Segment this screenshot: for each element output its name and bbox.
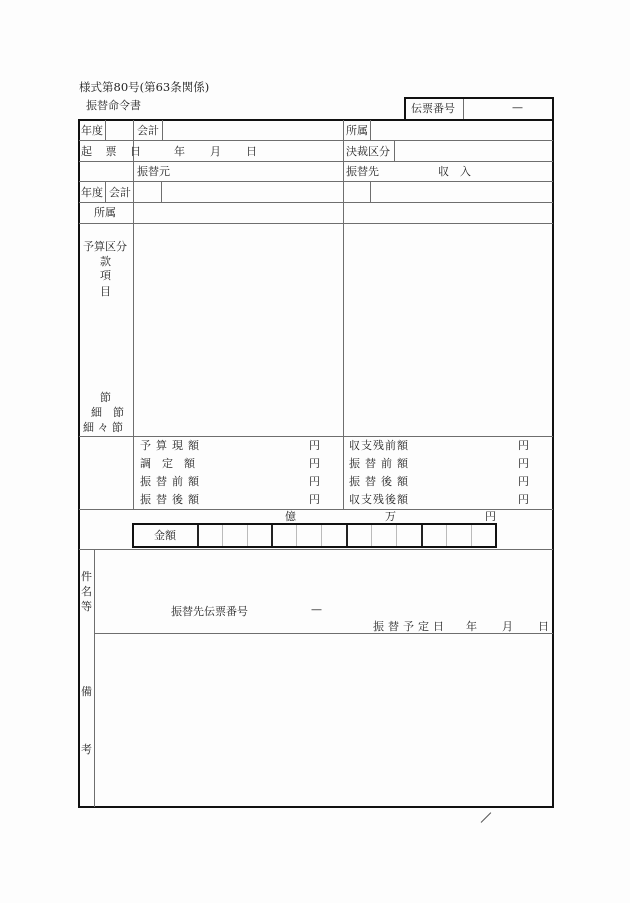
scheduled-date-label: 振替予定日 <box>373 620 448 633</box>
budget-category-label: 予算区分 <box>83 240 127 253</box>
dest-budget-field[interactable] <box>344 224 552 435</box>
dest-voucher-label: 振替先伝票番号 <box>171 605 248 618</box>
approval-field[interactable] <box>395 141 552 160</box>
budget-account-label: 会計 <box>109 186 131 199</box>
yen-unit: 円 <box>309 457 320 470</box>
draft-day-label: 日 <box>246 145 257 158</box>
balance-after-label: 収支残後額 <box>349 493 409 506</box>
dest-voucher-value[interactable]: — <box>311 603 322 616</box>
remarks-field[interactable] <box>96 635 552 806</box>
budget-current-label: 予算現額 <box>140 439 204 452</box>
fiscal-year-field[interactable] <box>106 121 132 139</box>
draft-date-label: 起 票 日 <box>81 145 146 158</box>
subject-field[interactable] <box>96 551 552 596</box>
budget-fiscal-year-label: 年度 <box>81 186 103 199</box>
adjusted-amount-label: 調 定 額 <box>140 457 195 470</box>
source-year-field[interactable] <box>134 182 160 201</box>
department-field[interactable] <box>371 121 552 139</box>
source-account-field[interactable] <box>162 182 342 201</box>
draft-year-label: 年 <box>174 145 185 158</box>
yen-unit: 円 <box>309 493 320 506</box>
yen-unit: 円 <box>309 475 320 488</box>
yen-unit: 円 <box>309 439 320 452</box>
dest-department-field[interactable] <box>344 203 552 222</box>
balance-before-label: 収支残前額 <box>349 439 409 452</box>
fiscal-year-label: 年度 <box>81 124 103 137</box>
scheduled-day: 日 <box>538 620 549 633</box>
pre-transfer-label: 振替前額 <box>140 475 204 488</box>
yen-unit: 円 <box>518 439 529 452</box>
amount-box <box>132 523 497 548</box>
budget-department-label: 所属 <box>94 206 116 219</box>
subject-label-2: 名 <box>81 585 92 598</box>
dest-post-transfer-label: 振替後額 <box>349 475 413 488</box>
dest-label: 振替先 <box>346 165 379 178</box>
man-unit: 万 <box>385 510 396 523</box>
remarks-label-bottom: 考 <box>81 743 92 756</box>
draft-month-label: 月 <box>210 145 221 158</box>
moku-label: 目 <box>100 285 111 298</box>
dest-type: 収 入 <box>438 165 471 178</box>
saisaisetsu-label: 細 々 節 <box>83 421 123 434</box>
footer-slash <box>481 812 492 823</box>
dest-pre-transfer-label: 振替前額 <box>349 457 413 470</box>
approval-label: 決裁区分 <box>346 145 390 158</box>
yen-unit: 円 <box>518 493 529 506</box>
department-label: 所属 <box>346 124 368 137</box>
dest-year-field[interactable] <box>344 182 369 201</box>
kan-label: 款 <box>100 255 111 268</box>
scheduled-month: 月 <box>502 620 513 633</box>
saisetsu-label: 細 節 <box>91 406 124 419</box>
kou-label: 項 <box>100 269 111 282</box>
voucher-number-value[interactable]: — <box>512 101 523 114</box>
scheduled-year: 年 <box>466 620 477 633</box>
subject-label-1: 件 <box>81 570 92 583</box>
subject-label-3: 等 <box>81 600 92 613</box>
form-number: 様式第80号(第63条関係) <box>79 80 210 94</box>
amount-digits[interactable] <box>197 525 495 546</box>
yen-unit-total: 円 <box>485 510 496 523</box>
voucher-number-label: 伝票番号 <box>411 102 455 115</box>
source-department-field[interactable] <box>134 203 342 222</box>
amount-label: 金額 <box>154 529 176 542</box>
dest-account-field[interactable] <box>371 182 552 201</box>
yen-unit: 円 <box>518 457 529 470</box>
yen-unit: 円 <box>518 475 529 488</box>
account-label: 会計 <box>137 124 159 137</box>
remarks-label-top: 備 <box>81 685 92 698</box>
oku-unit: 億 <box>285 510 296 523</box>
source-budget-field[interactable] <box>134 224 342 435</box>
account-field[interactable] <box>163 121 342 139</box>
form-title: 振替命令書 <box>86 99 141 112</box>
setsu-label: 節 <box>100 391 111 404</box>
source-label: 振替元 <box>137 165 170 178</box>
post-transfer-label: 振替後額 <box>140 493 204 506</box>
